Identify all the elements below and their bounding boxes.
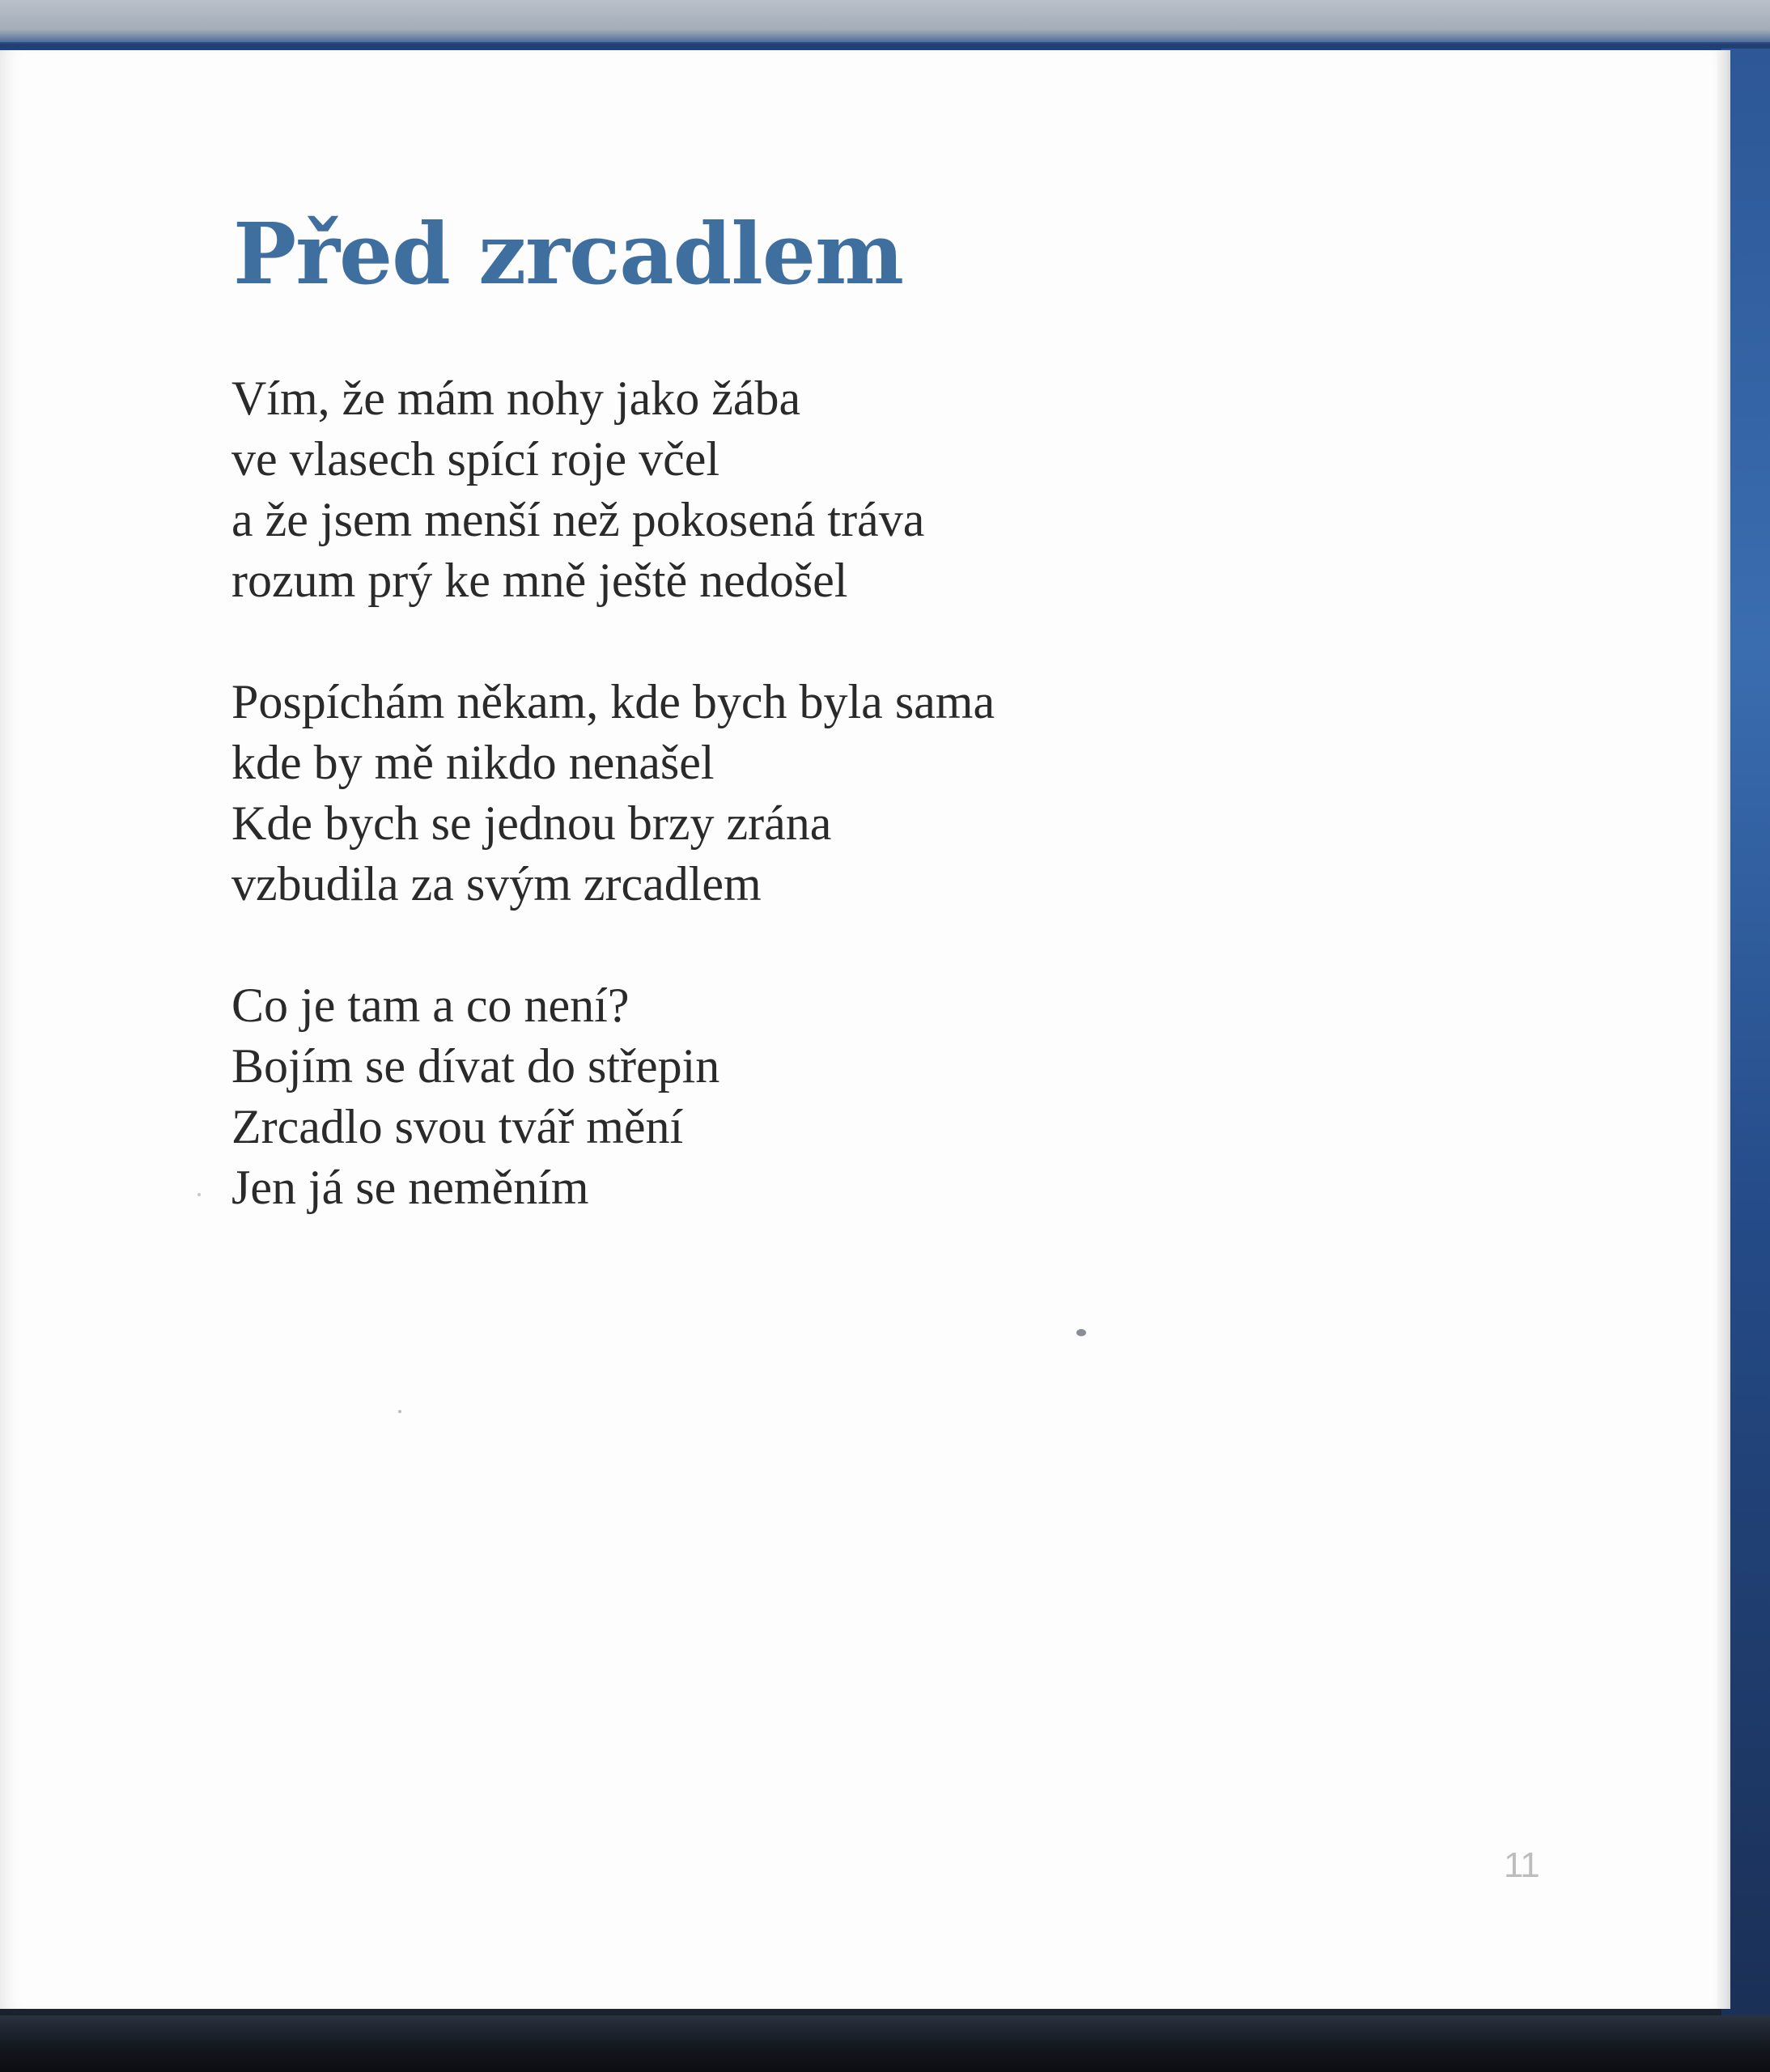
stanza-2 — [231, 672, 995, 915]
poem-line: Zrcadlo svou tvář mění — [231, 1100, 684, 1153]
paper-speck — [1076, 1329, 1086, 1336]
scan-bottom-border — [0, 2015, 1770, 2072]
poem-line: Pospíchám někam, kde bych byla sama — [231, 675, 995, 728]
poem-line: a že jsem menší než pokosená tráva — [231, 493, 925, 546]
poem-line: Kde bych se jednou brzy zrána — [231, 796, 832, 850]
stanza-3 — [231, 975, 995, 1218]
poem-line: rozum prý ke mně ještě nedošel — [231, 554, 848, 607]
poem-line: vzbudila za svým zrcadlem — [231, 857, 762, 911]
page-edge — [1717, 50, 1730, 2009]
poem-line: Jen já se neměním — [231, 1161, 589, 1214]
poem-line: Bojím se dívat do střepin — [231, 1039, 720, 1093]
book-page — [0, 50, 1730, 2009]
poem-body — [231, 368, 995, 1218]
poem-line: Co je tam a co není? — [231, 979, 630, 1032]
page-number: 11 — [1504, 1845, 1539, 1885]
poem-line: kde by mě nikdo nenašel — [231, 736, 715, 789]
poem-line: ve vlasech spící roje včel — [231, 432, 720, 486]
poem-title: Před zrcadlem — [233, 204, 904, 304]
scan-top-border — [0, 0, 1770, 42]
paper-speck — [197, 1193, 201, 1196]
paper-speck — [398, 1410, 401, 1413]
stanza-1 — [231, 368, 995, 611]
poem-line: Vím, že mám nohy jako žába — [231, 372, 801, 425]
